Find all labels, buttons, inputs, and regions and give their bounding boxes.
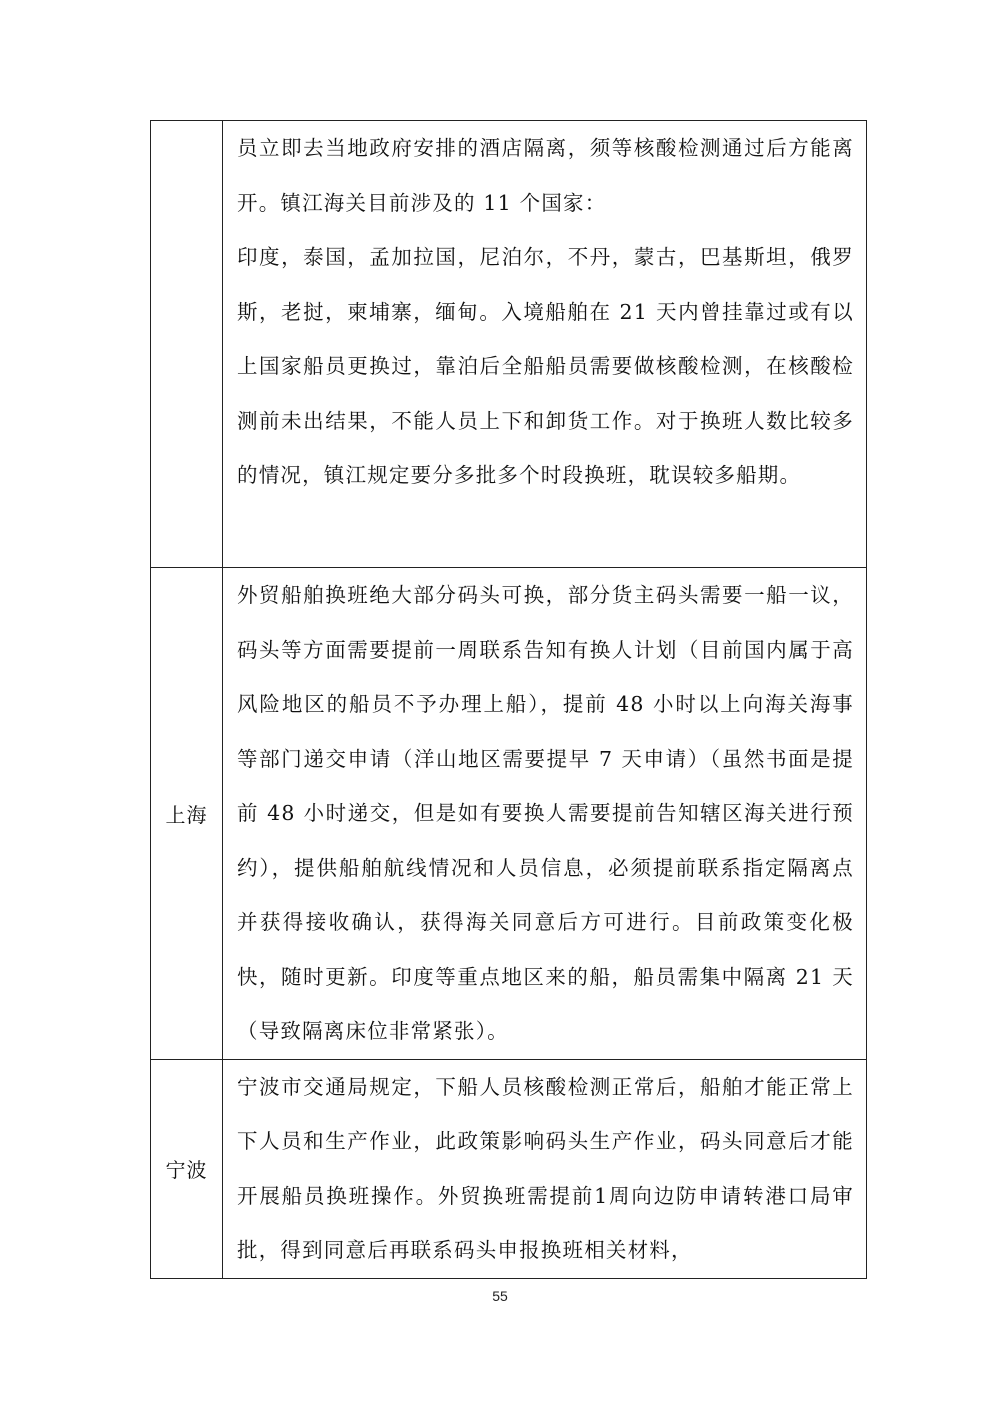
policy-paragraph: 印度，泰国，孟加拉国，尼泊尔，不丹，蒙古，巴基斯坦，俄罗斯，老挝，柬埔寨，缅甸。入境船舶在 21 天内曾挂靠过或有以上国家船员更换过，靠泊后全船船员需要做核酸检测，在核酸检测前未出结果，不能人员上下和卸货工作。对于换班人数比较多的情况，镇江规定要分多批多个时段换班，耽误较多船期。: [237, 245, 854, 487]
policy-paragraph: 宁波市交通局规定，下船人员核酸检测正常后，船舶才能正常上下人员和生产作业，此政策影响码头生产作业，码头同意后才能开展船员换班操作。外贸换班需提前1周向边防申请转港口局审批，得到同意后再联系码头申报换班相关材料，: [237, 1074, 854, 1262]
policy-text-cell: [223, 121, 867, 568]
policy-table: [150, 120, 867, 1279]
table-row-zhenjiang: [151, 121, 867, 568]
policy-paragraph: 员立即去当地政府安排的酒店隔离，须等核酸检测通过后方能离开。镇江海关目前涉及的 11 个国家：: [237, 136, 854, 215]
policy-paragraph: 外贸船舶换班绝大部分码头可换，部分货主码头需要一船一议，码头等方面需要提前一周联系告知有换人计划（目前国内属于高风险地区的船员不予办理上船），提前 48 小时以上向海关海事等部门递交申请（洋山地区需要提早 7 天申请）（虽然书面是提前 48 小时递交，但是如有要换人需要提前告知辖区海关进行预约），提供船舶航线情况和人员信息，必须提前联系指定隔离点并获得接收确认，获得海关同意后方可进行。目前政策变化极快，随时更新。印度等重点地区来的船，船员需集中隔离 21 天（导致隔离床位非常紧张）。: [237, 583, 854, 1043]
table-row-shanghai: [151, 568, 867, 1060]
table-row-ningbo: [151, 1059, 867, 1278]
policy-text-cell: [223, 568, 867, 1060]
region-cell-shanghai: 上海: [151, 568, 223, 1060]
policy-text-cell: [223, 1059, 867, 1278]
region-cell: [151, 121, 223, 568]
page-number: 55: [492, 1288, 508, 1304]
region-cell-ningbo: 宁波: [151, 1059, 223, 1278]
